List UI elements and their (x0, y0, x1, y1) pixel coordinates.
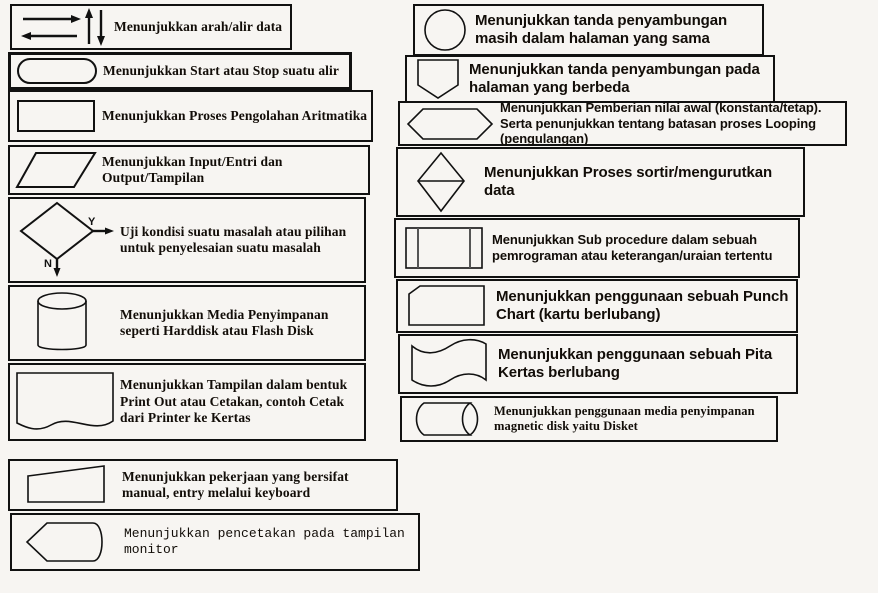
magnetic-storage-cylinder-symbol (10, 289, 120, 357)
legend-description: Menunjukkan Proses Pengolahan Aritmatika (102, 107, 368, 123)
legend-description: Menunjukkan arah/alir data (114, 18, 283, 34)
legend-row-preparation (398, 101, 847, 146)
legend-row-magnetic-disk (400, 396, 778, 442)
legend-row-flow-line (10, 4, 292, 50)
decision-yes-label: Y (88, 216, 96, 228)
legend-row-document (8, 363, 366, 441)
document-printout-symbol (10, 369, 120, 435)
input-output-parallelogram-symbol (10, 150, 102, 190)
legend-description: Menunjukkan tanda penyambungan pada halaman yang berbeda (469, 60, 760, 96)
legend-description: Menunjukkan penggunaan sebuah Pita Kertas berlubang (498, 345, 773, 381)
legend-description: Menunjukkan Input/Entri dan Output/Tampilan (102, 153, 283, 185)
legend-row-manual-input (8, 459, 398, 511)
terminator-symbol (11, 57, 103, 85)
legend-row-off-page-connector (405, 55, 775, 103)
display-monitor-symbol (12, 519, 124, 565)
decision-diamond-symbol (10, 199, 120, 281)
legend-description: Menunjukkan penggunaan sebuah Punch Chart (kartu berlubang) (496, 287, 789, 323)
manual-input-symbol (10, 464, 122, 506)
legend-description: Menunjukkan tanda penyambungan masih dalam halaman yang sama (475, 11, 728, 47)
legend-description: Menunjukkan Proses sortir/mengurutkan data (484, 163, 773, 199)
preparation-hexagon-symbol (400, 106, 500, 142)
process-symbol (10, 99, 102, 133)
legend-description: Menunjukkan Pemberian nilai awal (konstanta/tetap). Serta penunjukkan tentang batasan proses Looping (pengulangan) (500, 99, 822, 147)
legend-row-process (8, 90, 373, 142)
legend-row-predefined-process (394, 218, 800, 278)
legend-description: Menunjukkan Media Penyimpanan seperti Harddisk atau Flash Disk (120, 306, 329, 338)
magnetic-disk-diskette-symbol (402, 400, 494, 438)
predefined-process-subroutine-symbol (396, 224, 492, 272)
on-page-connector-circle-symbol (415, 7, 475, 53)
legend-description: Menunjukkan pekerjaan yang bersifat manual, entry melalui keyboard (122, 468, 349, 500)
sort-collate-symbol (398, 150, 484, 214)
paper-tape-symbol (400, 338, 498, 390)
decision-no-label: N (44, 258, 52, 270)
legend-description: Uji kondisi suatu masalah atau pilihan untuk penyelesaian suatu masalah (120, 223, 347, 255)
punch-card-symbol (398, 284, 496, 328)
legend-description: Menunjukkan Start atau Stop suatu alir (103, 62, 339, 78)
legend-row-paper-tape (398, 334, 798, 394)
legend-row-terminator (8, 52, 352, 90)
legend-description: Menunjukkan penggunaan media penyimpanan magnetic disk yaitu Disket (494, 403, 755, 433)
legend-row-on-page-connector (413, 4, 764, 56)
legend-description: Menunjukkan Tampilan dalam bentuk Print Out atau Cetakan, contoh Cetak dari Printer ke Kertas (120, 377, 348, 426)
legend-row-punch-card (396, 279, 798, 333)
legend-row-display (10, 513, 420, 571)
legend-row-input-output (8, 145, 370, 195)
legend-row-sort (396, 147, 805, 217)
legend-row-decision (8, 197, 366, 283)
off-page-connector-pentagon-symbol (407, 57, 469, 101)
legend-description: Menunjukkan Sub procedure dalam sebuah pemrograman atau keterangan/uraian tertentu (492, 232, 773, 263)
legend-row-storage (8, 285, 366, 361)
flow-line-arrows-symbol (12, 6, 108, 48)
legend-description: Menunjukkan pencetakan pada tampilan monitor (124, 526, 405, 557)
